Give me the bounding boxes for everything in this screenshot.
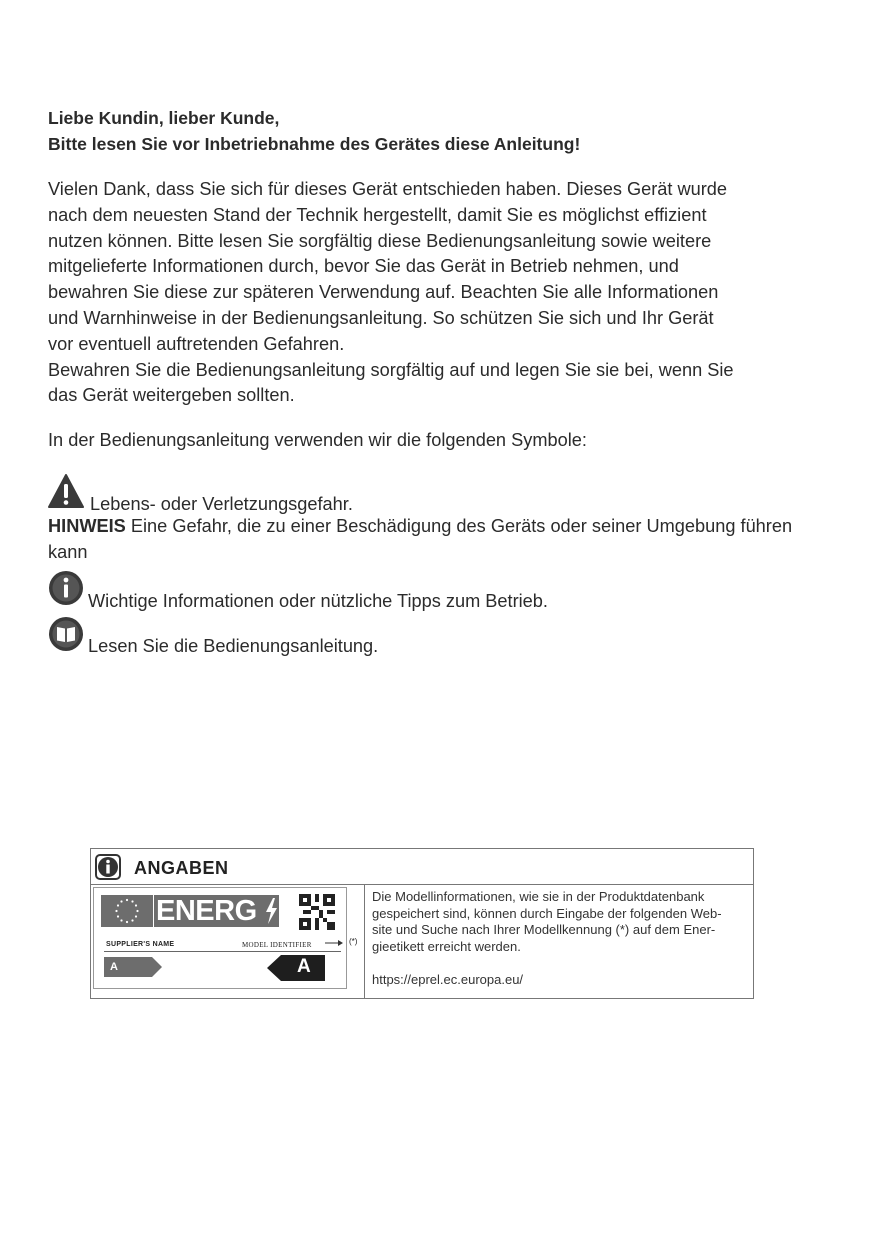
info-icon [48, 570, 84, 606]
supplier-name-label: SUPPLIER'S NAME [106, 941, 175, 948]
energy-label-card [93, 887, 347, 989]
intro-line: Vielen Dank, dass Sie sich für dieses Gerät entschieden haben. Dieses Gerät wurde [48, 179, 728, 199]
greeting-line-2: Bitte lesen Sie vor Inbetriebnahme des Gerätes diese Anleitung! [48, 134, 581, 154]
manual-label: Lesen Sie die Bedienungsanleitung. [88, 636, 379, 656]
angaben-description-line: Die Modellinformationen, wie sie in der Produktdatenbank [372, 889, 705, 904]
angaben-description-line: site und Suche nach Ihrer Modellkennung (*) auf dem Ener- [372, 922, 716, 937]
intro-line: das Gerät weitergeben sollten. [48, 385, 295, 406]
efficiency-class-arrow [267, 955, 325, 981]
energy-label-panel [91, 885, 365, 998]
warning-icon [48, 473, 84, 509]
intro-line: nutzen können. Bitte lesen Sie sorgfältig diese Bedienungsanleitung sowie weitere [48, 230, 712, 251]
greeting [48, 105, 808, 157]
model-asterisk: (*) [349, 937, 358, 946]
hinweis-text [48, 513, 818, 565]
angaben-description [372, 889, 742, 955]
label-divider [104, 951, 341, 952]
hinweis-word: HINWEIS [48, 516, 126, 536]
efficiency-class: A [297, 956, 311, 977]
warning-label: Lebens- oder Verletzungsgefahr. [90, 494, 353, 514]
angaben-description-line: gieetikett erreicht werden. [372, 938, 521, 954]
read-manual-icon [48, 616, 84, 652]
angaben-title: ANGABEN [134, 858, 229, 878]
greeting-line-1: Liebe Kundin, lieber Kunde, [48, 108, 280, 128]
angaben-description-line: gespeichert sind, können durch Eingabe der folgenden Web- [372, 905, 722, 921]
eu-flag-icon [101, 895, 153, 927]
intro-paragraph [48, 177, 808, 409]
info-icon [95, 854, 121, 880]
intro-line: vor eventuell auftretenden Gefahren. [48, 333, 345, 354]
lightning-icon [264, 898, 278, 924]
intro-line: mitgelieferte Informationen durch, bevor Sie das Gerät in Betrieb nehmen, und [48, 256, 679, 277]
angaben-header [91, 849, 753, 885]
pointer-arrow-icon [325, 939, 345, 947]
intro-line: Bewahren Sie die Bedienungsanleitung sorgfältig auf und legen Sie sie bei, wenn Sie [48, 359, 734, 380]
intro-line: und Warnhinweise in der Bedienungsanleitung. So schützen Sie sich und Ihr Gerät [48, 307, 714, 328]
eprel-link[interactable]: https://eprel.ec.europa.eu/ [372, 972, 524, 987]
intro-line: bewahren Sie diese zur späteren Verwendung auf. Beachten Sie alle Informationen [48, 282, 719, 303]
hinweis-description: Eine Gefahr, die zu einer Beschädigung des Geräts oder seiner Umgebung führen kann [48, 516, 793, 562]
qr-code-icon [299, 894, 335, 930]
energy-brand-text: ENERG [156, 895, 257, 927]
efficiency-scale-class: A [110, 961, 118, 973]
info-label: Wichtige Informationen oder nützliche Tipps zum Betrieb. [88, 591, 548, 611]
intro-line: nach dem neuesten Stand der Technik hergestellt, damit Sie es möglichst effizient [48, 204, 707, 225]
symbols-intro: In der Bedienungsanleitung verwenden wir die folgenden Symbole: [48, 430, 587, 450]
angaben-box [90, 848, 754, 999]
model-identifier-label: MODEL IDENTIFIER [242, 941, 312, 949]
